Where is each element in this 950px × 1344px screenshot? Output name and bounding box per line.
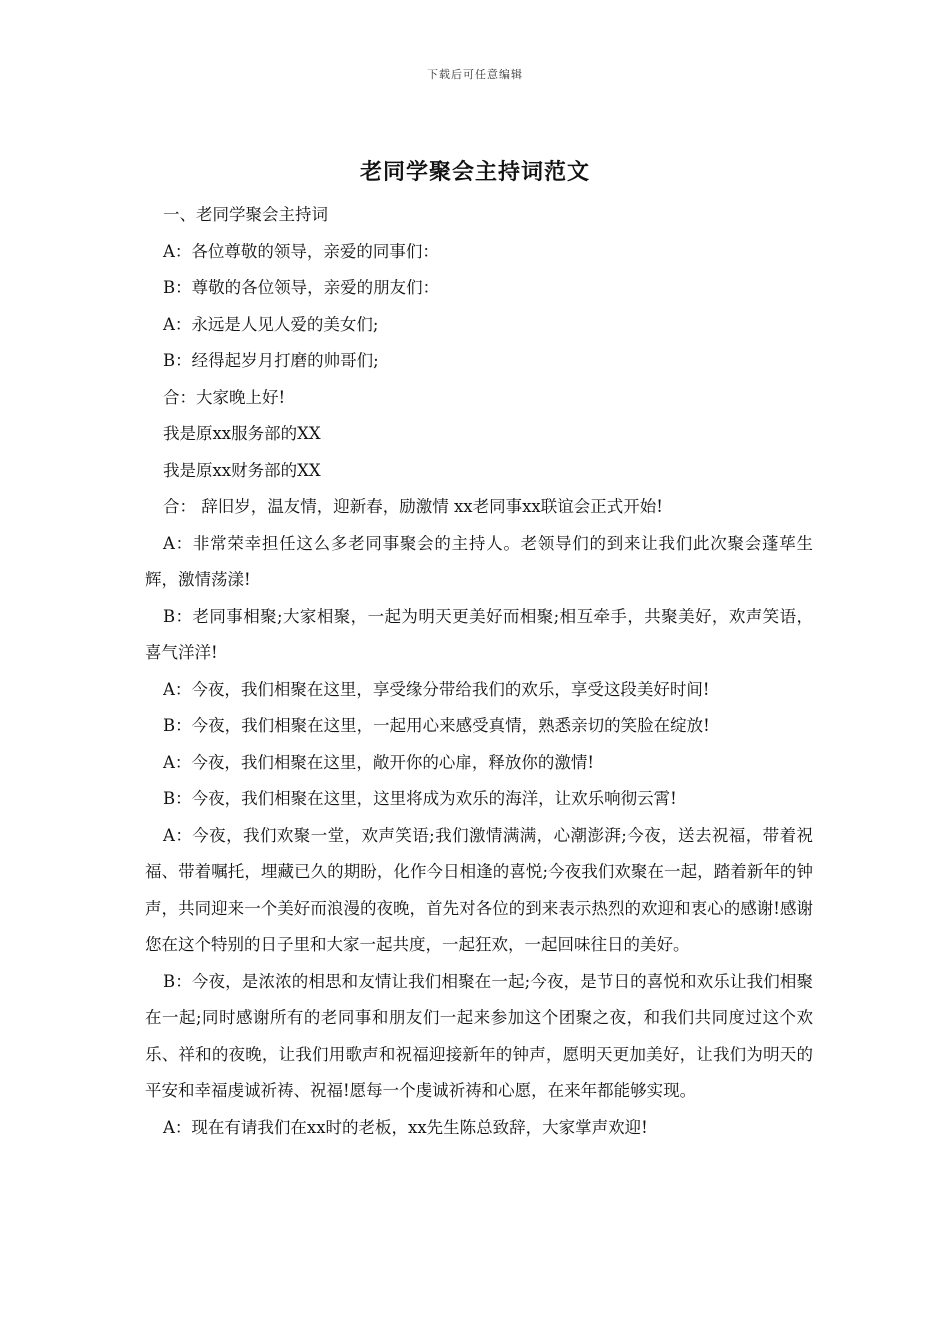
header-note: 下载后可任意编辑 [427,68,523,81]
paragraph: B：今夜，我们相聚在这里，这里将成为欢乐的海洋，让欢乐响彻云霄! [163,789,677,808]
paragraph: B：今夜，是浓浓的相思和友情让我们相聚在一起;今夜，是节日的喜悦和欢乐让我们相聚在一起;同时感谢所有的老同事和朋友们一起来参加这个团聚之夜，和我们共同度过这个欢乐、祥和的夜晚，让我们用歌声和祝福迎接新年的钟声，愿明天更加美好，让我们为明天的平安和幸福虔诚祈祷、祝福!愿每一个虔诚祈祷和心愿，在来年都能够实现。 [145,971,813,1100]
document-body [145,197,813,1146]
paragraph: A：今夜，我们欢聚一堂，欢声笑语;我们激情满满，心潮澎湃;今夜，送去祝福，带着祝福、带着嘱托，埋藏已久的期盼，化作今日相逢的喜悦;今夜我们欢聚在一起，踏着新年的钟声，共同迎来一个美好而浪漫的夜晚，首先对各位的到来表示热烈的欢迎和衷心的感谢!感谢您在这个特别的日子里和大家一起共度，一起狂欢，一起回味往日的美好。 [145,825,813,954]
paragraph: A：各位尊敬的领导，亲爱的同事们： [163,241,439,261]
paragraph: 我是原xx财务部的XX [163,460,321,480]
paragraph: A：今夜，我们相聚在这里，享受缘分带给我们的欢乐，享受这段美好时间! [163,679,710,699]
paragraph: 合：大家晚上好! [163,387,286,407]
paragraph: 合： 辞旧岁，温友情，迎新春，励激情 xx老同事xx联谊会正式开始! [163,497,663,516]
paragraph: A：非常荣幸担任这么多老同事聚会的主持人。老领导们的到来让我们此次聚会蓬荜生辉，激情荡漾! [145,533,813,589]
paragraph: A：现在有请我们在xx时的老板，xx先生陈总致辞，大家掌声欢迎! [163,1117,648,1137]
paragraph: B：今夜，我们相聚在这里，一起用心来感受真情，熟悉亲切的笑脸在绽放! [163,716,710,735]
paragraph: B：尊敬的各位领导，亲爱的朋友们： [163,278,440,297]
paragraph: A：永远是人见人爱的美女们; [163,314,379,334]
paragraph: A：今夜，我们相聚在这里，敞开你的心扉，释放你的激情! [163,752,595,772]
paragraph: 一、老同学聚会主持词 [163,205,328,224]
document-title: 老同学聚会主持词范文 [359,159,590,185]
paragraph: 我是原xx服务部的XX [163,424,321,443]
paragraph: B：经得起岁月打磨的帅哥们; [163,351,379,370]
paragraph: B：老同事相聚;大家相聚，一起为明天更美好而相聚;相互牵手，共聚美好，欢声笑语，喜气洋洋! [145,606,813,662]
